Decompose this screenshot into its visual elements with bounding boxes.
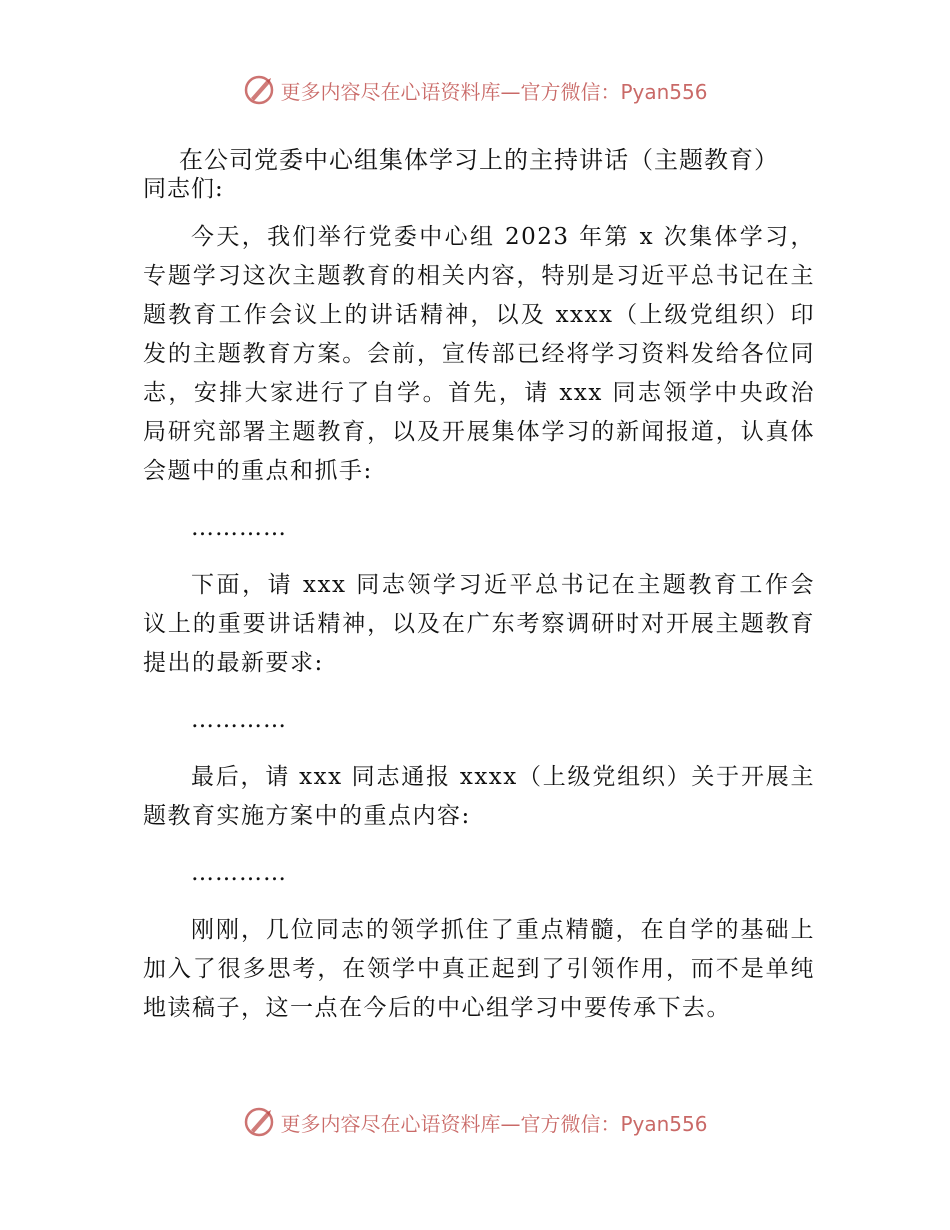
- ellipsis-placeholder: …………: [191, 860, 287, 886]
- document-body: [143, 170, 815, 1046]
- watermark-text: 更多内容尽在心语资料库—官方微信：Pyan556: [280, 79, 708, 104]
- watermark-banner-bottom: [0, 1104, 950, 1140]
- paragraph: 刚刚，几位同志的领学抓住了重点精髓，在自学的基础上加入了很多思考，在领学中真正起到了引领作用，而不是单纯地读稿子，这一点在今后的中心组学习中要传承下去。: [143, 917, 815, 1021]
- ellipsis-placeholder: …………: [191, 515, 287, 541]
- ellipsis-placeholder: …………: [191, 707, 287, 733]
- paragraph: 今天，我们举行党委中心组 2023 年第 x 次集体学习，专题学习这次主题教育的相关内容，特别是习近平总书记在主题教育工作会议上的讲话精神，以及 xxxx（上级党组织）印发的主题教育方案。会前，宣传部已经将学习资料发给各位同志，安排大家进行了自学。首先，请 xxx 同志领学中央政治局研究部署主题教育，以及开展集体学习的新闻报道，认真体会题中的重点和抓手:: [143, 224, 815, 484]
- paragraph: 最后，请 xxx 同志通报 xxxx（上级党组织）关于开展主题教育实施方案中的重点内容:: [143, 764, 815, 829]
- salutation: 同志们:: [143, 176, 224, 202]
- watermark-banner-top: [0, 72, 950, 108]
- watermark-text: 更多内容尽在心语资料库—官方微信：Pyan556: [280, 1111, 708, 1136]
- logo-icon: [242, 1105, 276, 1139]
- document-title: 在公司党委中心组集体学习上的主持讲话（主题教育）: [179, 146, 779, 174]
- logo-icon: [242, 73, 276, 107]
- paragraph: 下面，请 xxx 同志领学习近平总书记在主题教育工作会议上的重要讲话精神，以及在广东考察调研时对开展主题教育提出的最新要求:: [143, 572, 815, 676]
